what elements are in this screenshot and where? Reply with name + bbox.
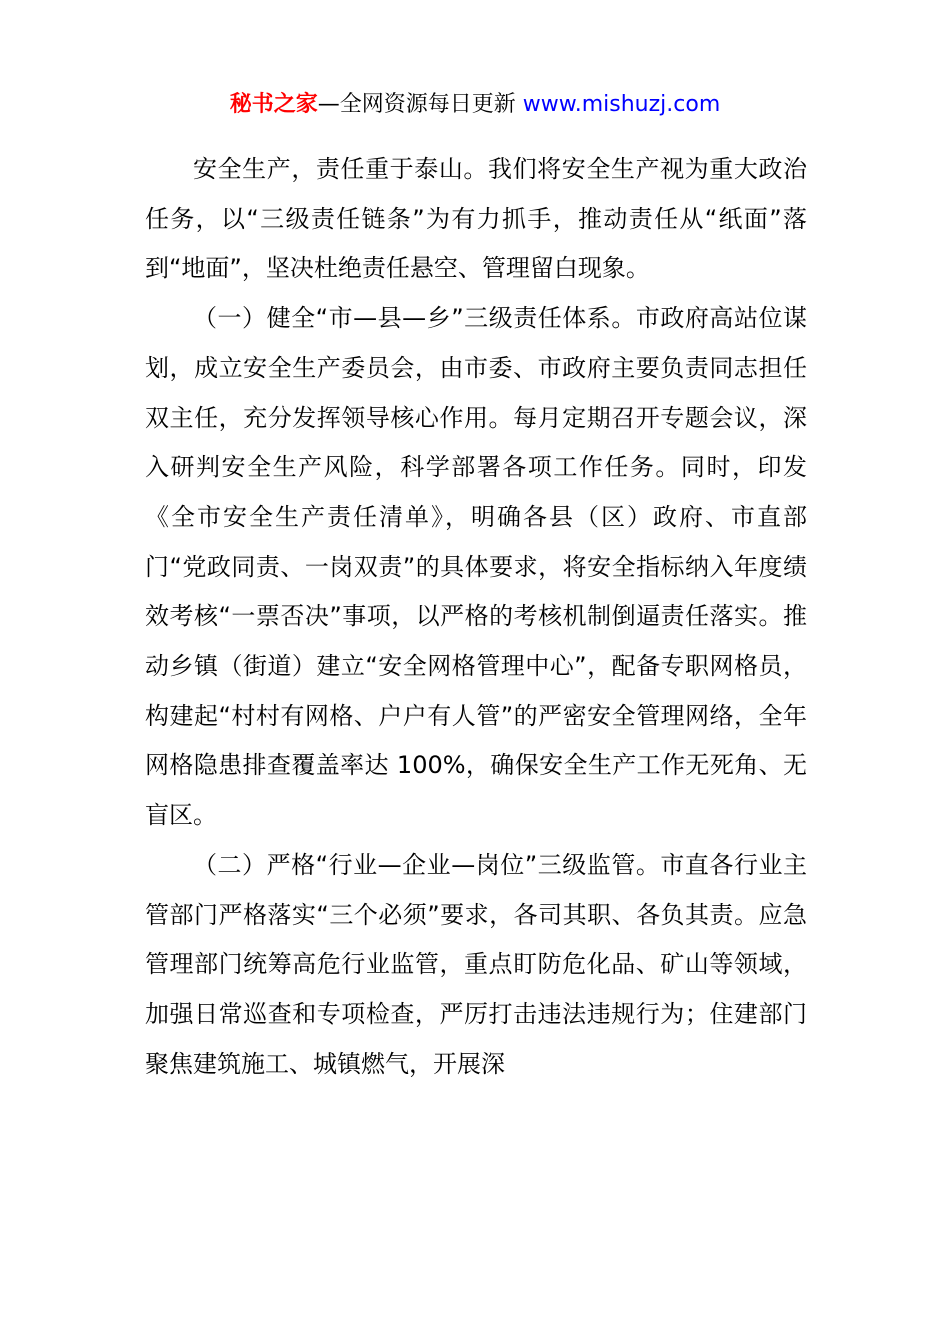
header-tagline: —全网资源每日更新	[317, 92, 516, 117]
site-link[interactable]: www.mishuzj.com	[522, 92, 721, 117]
brand-name: 秘书之家	[229, 92, 318, 117]
document-body	[145, 145, 807, 1089]
paragraph-intro: 安全生产，责任重于泰山。我们将安全生产视为重大政治任务，以“三级责任链条”为有力抓手，推动责任从“纸面”落到“地面”，坚决杜绝责任悬空、管理留白现象。	[145, 155, 807, 283]
paragraph-section-2: （二）严格“行业—企业—岗位”三级监管。市直各行业主管部门严格落实“三个必须”要求，各司其职、各负其责。应急管理部门统筹高危行业监管，重点盯防危化品、矿山等领域，加强日常巡查和专项检查，严厉打击违法违规行为；住建部门聚焦建筑施工、城镇燃气，开展深	[145, 850, 807, 1078]
paragraph-section-1: （一）健全“市—县—乡”三级责任体系。市政府高站位谋划，成立安全生产委员会，由市委、市政府主要负责同志担任双主任，充分发挥领导核心作用。每月定期召开专题会议，深入研判安全生产风险，科学部署各项工作任务。同时，印发《全市安全生产责任清单》，明确各县（区）政府、市直部门“党政同责、一岗双责”的具体要求，将安全指标纳入年度绩效考核“一票否决”事项，以严格的考核机制倒逼责任落实。推动乡镇（街道）建立“安全网格管理中心”，配备专职网格员，构建起“村村有网格、户户有人管”的严密安全管理网络，全年网格隐患排查覆盖率达 100%，确保安全生产工作无死角、无盲区。	[145, 304, 807, 830]
page-header	[0, 88, 950, 122]
